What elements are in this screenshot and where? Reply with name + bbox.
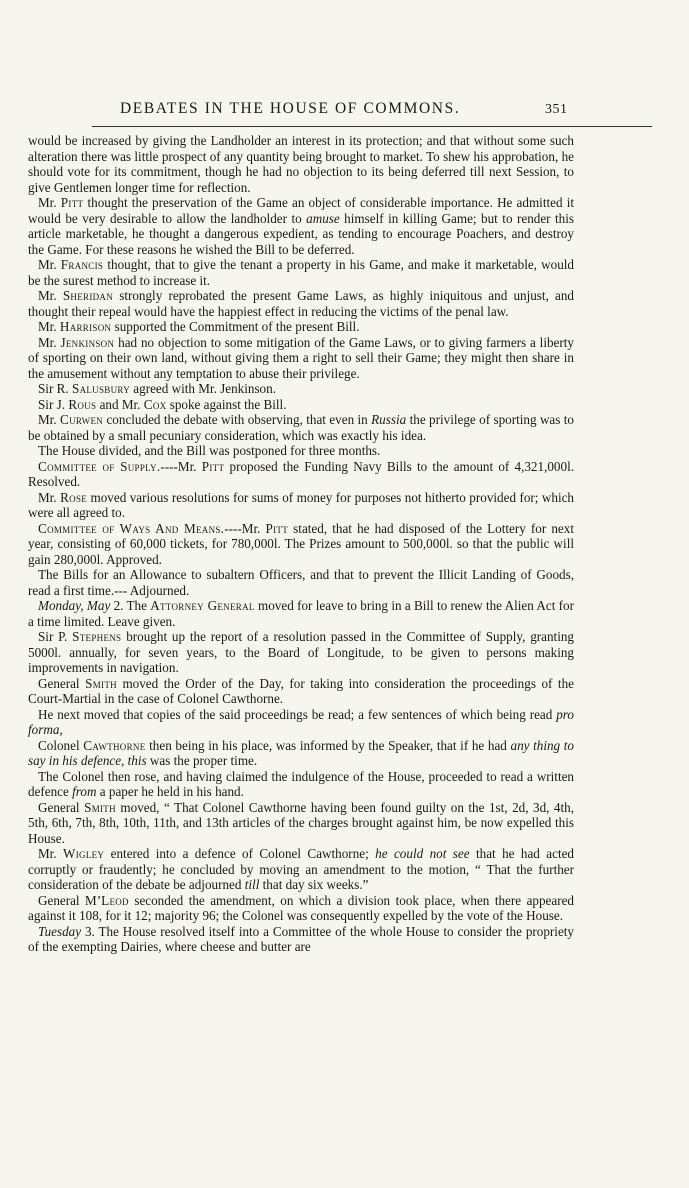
text-run: strongly reprobated the present Game Laws, as highly iniquitous and unjust, and thought their repeal would have the happiest effect in reducing the victims of the penal law. [28, 288, 575, 319]
text-run: Mr. [38, 334, 61, 350]
name-text: Rose [60, 489, 88, 505]
text-run: Colonel [38, 737, 84, 753]
text-run: spoke against the Bill. [166, 396, 287, 412]
paragraph [28, 676, 574, 707]
name-text: Leod [101, 892, 129, 908]
paragraph [28, 459, 574, 490]
page-number: 351 [545, 102, 568, 117]
text-run: The Colonel then rose, and having claimed the indulgence of the House, proceeded to read a written defence [28, 768, 574, 799]
paragraph [28, 335, 574, 382]
text-run: He next moved that copies of the said proceedings be read; a few sentences of which being read [38, 706, 557, 722]
text-run: ----Mr. [160, 458, 202, 474]
text-run: proposed the Funding Navy Bills to the amount of 4,321,000l. Resolved. [28, 458, 575, 489]
paragraph [28, 490, 574, 521]
paragraph [28, 800, 574, 847]
paragraph [28, 412, 574, 443]
text-run: Mr. [38, 319, 60, 334]
text-run: himself in killing Game; but to render this article marketable, he thought a dangerous expedient, as tending to encourage Poachers, and destroy the Game. For these reasons he wished the Bill to be deferred. [28, 210, 574, 257]
text-run: and Mr. [96, 396, 144, 412]
name-text: Curwen [60, 412, 104, 427]
name-text: Smith [84, 799, 116, 815]
paragraph [28, 769, 574, 800]
text-run: then being in his place, was informed by the Speaker, that if he had [145, 737, 511, 753]
italic-text: Tuesday [38, 923, 82, 939]
text-run: Sir R. [38, 381, 72, 396]
paragraph [28, 257, 574, 288]
paragraph [28, 397, 574, 413]
name-text: Pitt [60, 195, 84, 210]
text-run: General [38, 799, 85, 815]
italic-text: Monday, May [38, 598, 111, 613]
italic-text: till [244, 877, 260, 892]
name-text: Smith [85, 675, 117, 691]
paragraph [28, 381, 574, 397]
text-run: seconded the amendment, on which a division took place, when there appeared against it 108, for it 12; majority 96; the Colonel was consequently expelled by the vote of the House. [28, 892, 574, 923]
text-run: moved for leave to bring in a Bill to renew the Alien Act for a time limited. Leave given. [28, 598, 574, 629]
text-run: The House divided, and the Bill was postponed for three months. [38, 443, 381, 458]
running-title: DEBATES IN THE HOUSE OF COMMONS. [120, 100, 461, 117]
paragraph [28, 629, 574, 676]
text-run: Mr. [38, 846, 64, 861]
italic-text: Russia [371, 412, 407, 427]
name-text: Cawthorne [83, 737, 146, 753]
running-header [0, 100, 689, 122]
body-text [28, 133, 574, 955]
paragraph [28, 924, 574, 955]
text-run: moved the Order of the Day, for taking into consideration the proceedings of the Court-Martial in the case of Colonel Cawthorne. [28, 675, 574, 706]
italic-text: amuse [306, 210, 340, 226]
italic-text: from [72, 784, 97, 799]
text-run: agreed with Mr. Jenkinson. [130, 381, 276, 396]
text-run: was the proper time. [146, 753, 258, 768]
text-run: would be increased by giving the Landholder an interest in its protection; and that without some such alteration there was little prospect of any quantity being brought to market. To shew his approbation, he should vote for its commitment, though he had no objection to its being deferred till next Session, to give Gentlemen longer time for reflection. [28, 133, 574, 195]
paragraph [28, 288, 574, 319]
name-text: Attorney General [150, 598, 255, 613]
text-run: moved various resolutions for sums of money for purposes not hitherto provided for; which were all agreed to. [28, 489, 574, 520]
text-run: concluded the debate with observing, that even in [103, 412, 372, 427]
text-run: Sir J. [38, 396, 69, 412]
paragraph [28, 319, 574, 335]
name-text: Stephens [72, 629, 122, 644]
name-text: Committee of Supply. [38, 458, 161, 474]
text-run: thought, that to give the tenant a property in his Game, and make it marketable, would be the surest method to increase it. [28, 257, 574, 288]
text-run: Mr. [38, 489, 61, 505]
text-run: 2. The [110, 598, 151, 613]
text-run: the privilege of sporting was to be obtained by a small pecuniary consideration, which was exactly his idea. [28, 412, 574, 443]
header-rule [92, 126, 652, 127]
text-run: General [38, 675, 86, 691]
name-text: Jenkinson [60, 334, 115, 350]
text-run: Sir P. [38, 629, 73, 644]
paragraph [28, 707, 574, 738]
paragraph [28, 443, 574, 459]
text-run: moved, “ That Colonel Cawthorne having been found guilty on the 1st, 2d, 3d, 4th, 5th, 6th, 7th, 8th, 10th, 11th, and 13th articles of the charges brought against him, be now expelled this House. [28, 799, 575, 846]
name-text: Harrison [59, 319, 112, 334]
text-run: brought up the report of a resolution passed in the Committee of Supply, granting 5000l. annually, for seven years, to the Board of Longitude, to be given to persons making improvements in navigation. [28, 629, 575, 675]
italic-text: pro forma, [28, 706, 574, 737]
text-run: stated, that he had disposed of the Lottery for next year, consisting of 60,000 tickets, for 780,000l. The Prizes amount to 500,000l. so that the public will gain 280,000l. Approved. [28, 520, 574, 567]
text-run: ----Mr. [224, 520, 266, 536]
name-text: Salusbury [71, 381, 130, 396]
text-run: Mr. [38, 257, 61, 272]
paragraph [28, 846, 574, 893]
name-text: Wigley [63, 846, 105, 861]
text-run: supported the Commitment of the present Bill. [111, 319, 360, 334]
name-text: Pitt [201, 458, 225, 474]
name-text: Rous [68, 396, 97, 412]
text-run: Mr. [38, 195, 61, 210]
paragraph [28, 893, 574, 924]
text-run: thought the preservation of the Game an object of considerable importance. He admitted it would be very desirable to allow the landholder to [28, 195, 574, 226]
paragraph [28, 521, 574, 568]
text-run: General M’ [38, 892, 102, 908]
paragraph [28, 195, 574, 257]
text-run: 3. The House resolved itself into a Committee of the whole House to consider the propriety of the exempting Dairies, where cheese and butter are [28, 923, 574, 954]
name-text: Cox [143, 396, 167, 412]
text-run: that day six weeks.” [259, 877, 369, 892]
paragraph [28, 598, 574, 629]
text-run: The Bills for an Allowance to subaltern Officers, and that to prevent the Illicit Landing of Goods, read a first time.--- Adjourned. [28, 567, 574, 598]
name-text: Committee of Ways And Means. [38, 520, 225, 536]
paragraph [28, 133, 574, 195]
text-run: Mr. [38, 412, 61, 427]
text-run: entered into a defence of Colonel Cawthorne; [104, 846, 376, 861]
name-text: Sheridan [62, 288, 114, 303]
paragraph [28, 738, 574, 769]
text-run: Mr. [38, 288, 63, 303]
text-run: a paper he held in his hand. [96, 784, 244, 799]
name-text: Francis [60, 257, 104, 272]
name-text: Pitt [265, 520, 289, 536]
paragraph [28, 567, 574, 598]
italic-text: he could not see [375, 846, 470, 861]
text-run: that he had acted corruptly or fraudently; he concluded by moving an amendment to the motion, “ That the further consideration of the debate be adjourned [28, 846, 574, 892]
italic-text: any thing to say in his defence, this [28, 737, 574, 768]
text-run: had no objection to some mitigation of the Game Laws, or to giving farmers a liberty of sporting on their own land, without giving them a right to sell their Game; they might then share in the amusement without any temptation to abuse their privilege. [28, 334, 574, 381]
